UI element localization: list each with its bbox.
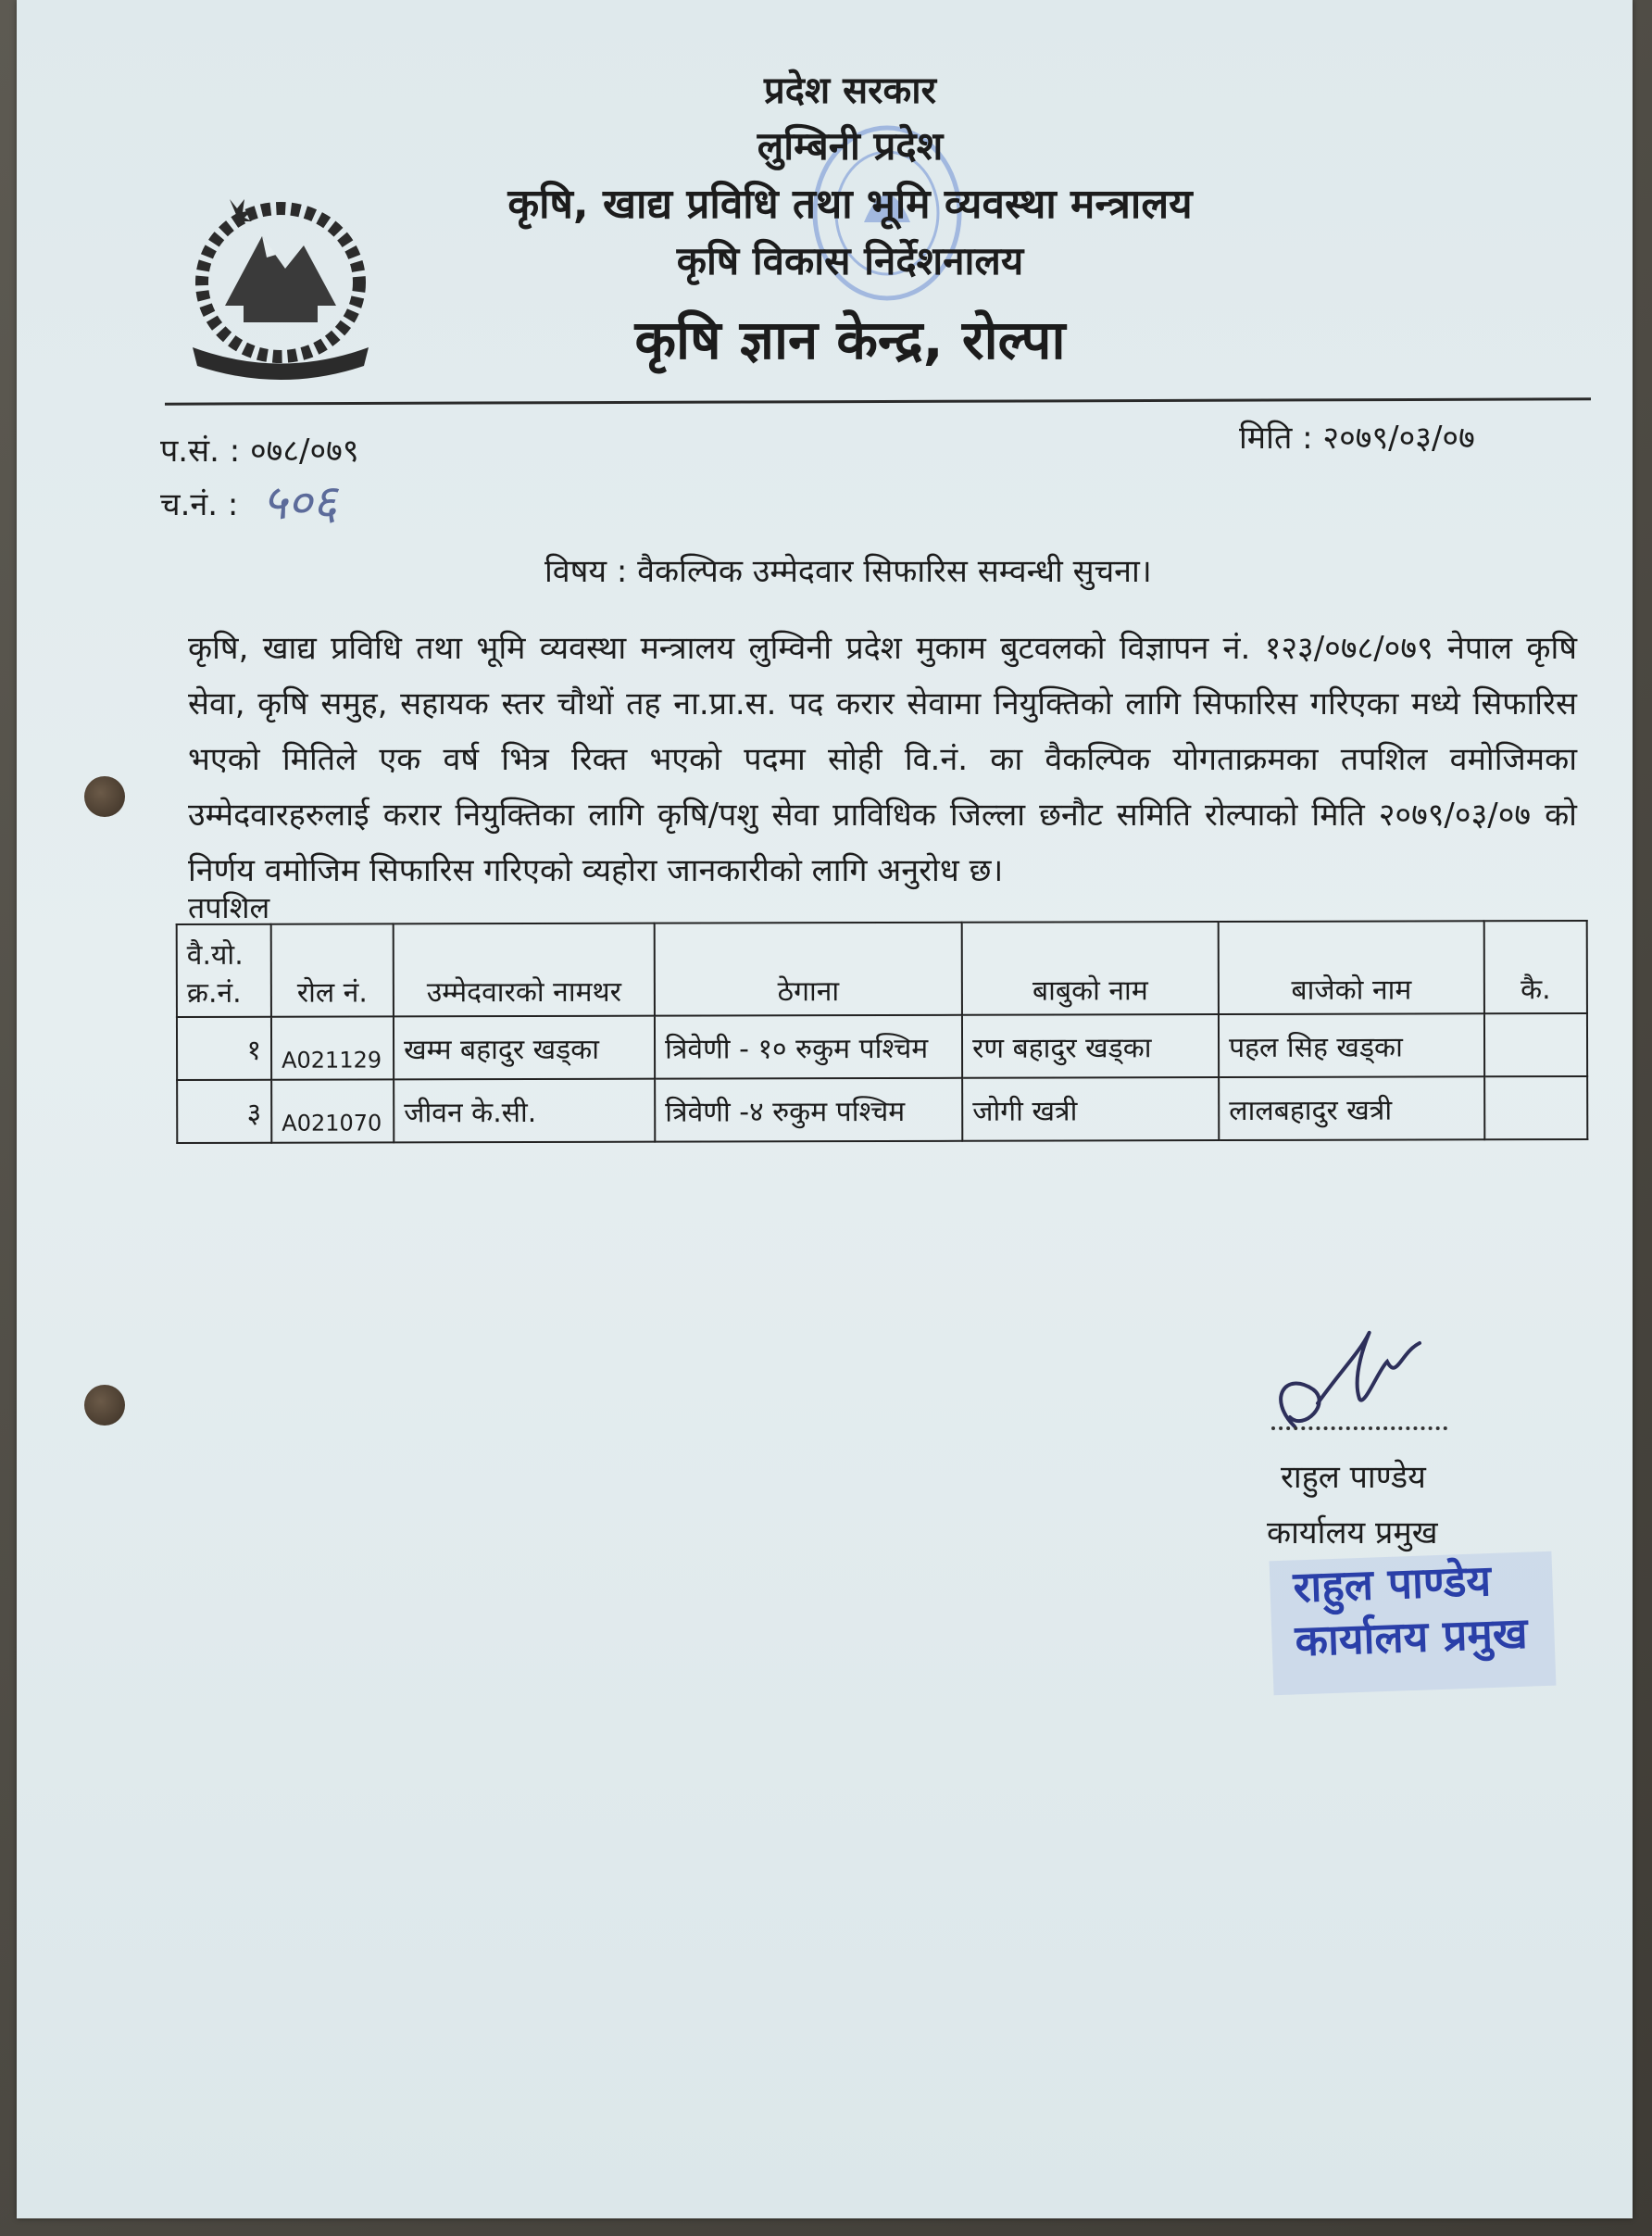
table-header-row xyxy=(177,921,1587,1017)
signer-name: राहुल पाण्डेय xyxy=(1281,1459,1426,1496)
notice-body: कृषि, खाद्य प्रविधि तथा भूमि व्यवस्था मन्त्रालय लुम्विनी प्रदेश मुकाम बुटवलको विज्ञापन नं. १२३/०७८/०७९ नेपाल कृषि सेवा, कृषि समुह, सहायक स्तर चौथों तह ना.प्रा.स. पद करार सेवामा नियुक्तिको लागि सिफारिस गरिएका मध्ये सिफारिस भएको मितिले एक वर्ष भित्र रिक्त भएको पदमा सोही वि.नं. का वैकल्पिक योगताक्रमका तपशिल वमोजिमका उम्मेदवारहरुलाई करार नियुक्तिका लागि कृषि/पशु सेवा प्राविधिक जिल्ला छनौट समिति रोल्पाको मिति २०७९/०३/०७ को निर्णय वमोजिम सिफारिस गरिएको व्यहोरा जानकारीको लागि अनुरोध छ। xyxy=(188,630,1577,889)
details-label: तपशिल xyxy=(188,890,270,925)
header-ministry: कृषि, खाद्य प्रविधि तथा भूमि व्यवस्था मन्त्रालय xyxy=(507,181,1193,228)
document-page xyxy=(17,0,1633,2218)
signature-icon xyxy=(1248,1315,1526,1445)
col-father: बाबुको नाम xyxy=(962,922,1219,1015)
ps-value: ०७८/०७९ xyxy=(250,433,359,470)
header-office: कृषि ज्ञान केन्द्र, रोल्पा xyxy=(634,308,1066,371)
punch-hole xyxy=(84,776,125,817)
date-value: २०७९/०३/०७ xyxy=(1322,420,1475,457)
candidate-table xyxy=(176,920,1589,1144)
stamp-name: राहुल पाण्डेय xyxy=(1292,1555,1492,1613)
cell-father: जोगी खत्री xyxy=(962,1077,1219,1141)
col-roll: रोल नं. xyxy=(271,923,394,1016)
cell-address: त्रिवेणी - १० रुकुम पश्चिम xyxy=(655,1015,962,1079)
cell-remarks xyxy=(1484,1076,1587,1139)
official-stamp xyxy=(1270,1551,1557,1696)
cell-remarks xyxy=(1484,1013,1587,1076)
signature-line xyxy=(1271,1426,1447,1430)
col-remarks: कै. xyxy=(1484,921,1587,1013)
signer-title: कार्यालय प्रमुख xyxy=(1267,1514,1438,1551)
reference-number xyxy=(160,428,359,471)
cell-name: खम्म बहादुर खड्का xyxy=(394,1016,655,1080)
stamp-title: कार्यालय प्रमुख xyxy=(1294,1607,1529,1666)
subject-line: विषय : वैकल्पिक उम्मेदवार सिफारिस सम्वन्धी सुचना। xyxy=(544,553,1152,590)
nepal-emblem-icon xyxy=(174,185,387,380)
cell-name: जीवन के.सी. xyxy=(394,1079,655,1143)
header-directorate: कृषि विकास निर्देशनालय xyxy=(676,238,1024,283)
punch-hole xyxy=(84,1385,125,1426)
date-label: मिति : xyxy=(1239,420,1313,457)
cell-roll: A021070 xyxy=(271,1079,394,1142)
table-row xyxy=(177,1013,1587,1080)
col-name: उम्मेदवारको नामथर xyxy=(394,923,655,1017)
cell-roll: A021129 xyxy=(271,1016,394,1079)
dispatch-number-handwritten: ५०६ xyxy=(262,475,338,531)
header-government: प्रदेश सरकार xyxy=(764,69,936,112)
cell-serial: ३ xyxy=(177,1080,271,1143)
document-date xyxy=(1239,415,1475,458)
dispatch-label: च.नं. : xyxy=(160,486,239,523)
col-address: ठेगाना xyxy=(655,923,962,1016)
cell-grandfather: लालबहादुर खत्री xyxy=(1219,1076,1484,1140)
header-province: लुम्बिनी प्रदेश xyxy=(757,123,944,169)
cell-father: रण बहादुर खड्का xyxy=(962,1014,1219,1078)
cell-address: त्रिवेणी -४ रुकुम पश्चिम xyxy=(655,1078,962,1142)
col-serial: वै.यो. क्र.नं. xyxy=(177,924,271,1017)
cell-serial: १ xyxy=(177,1017,271,1080)
ps-label: प.सं. : xyxy=(160,433,241,470)
header-divider xyxy=(165,397,1591,405)
col-grandfather: बाजेको नाम xyxy=(1219,921,1484,1014)
cell-grandfather: पहल सिह खड्का xyxy=(1219,1013,1484,1077)
table-row xyxy=(177,1076,1587,1143)
